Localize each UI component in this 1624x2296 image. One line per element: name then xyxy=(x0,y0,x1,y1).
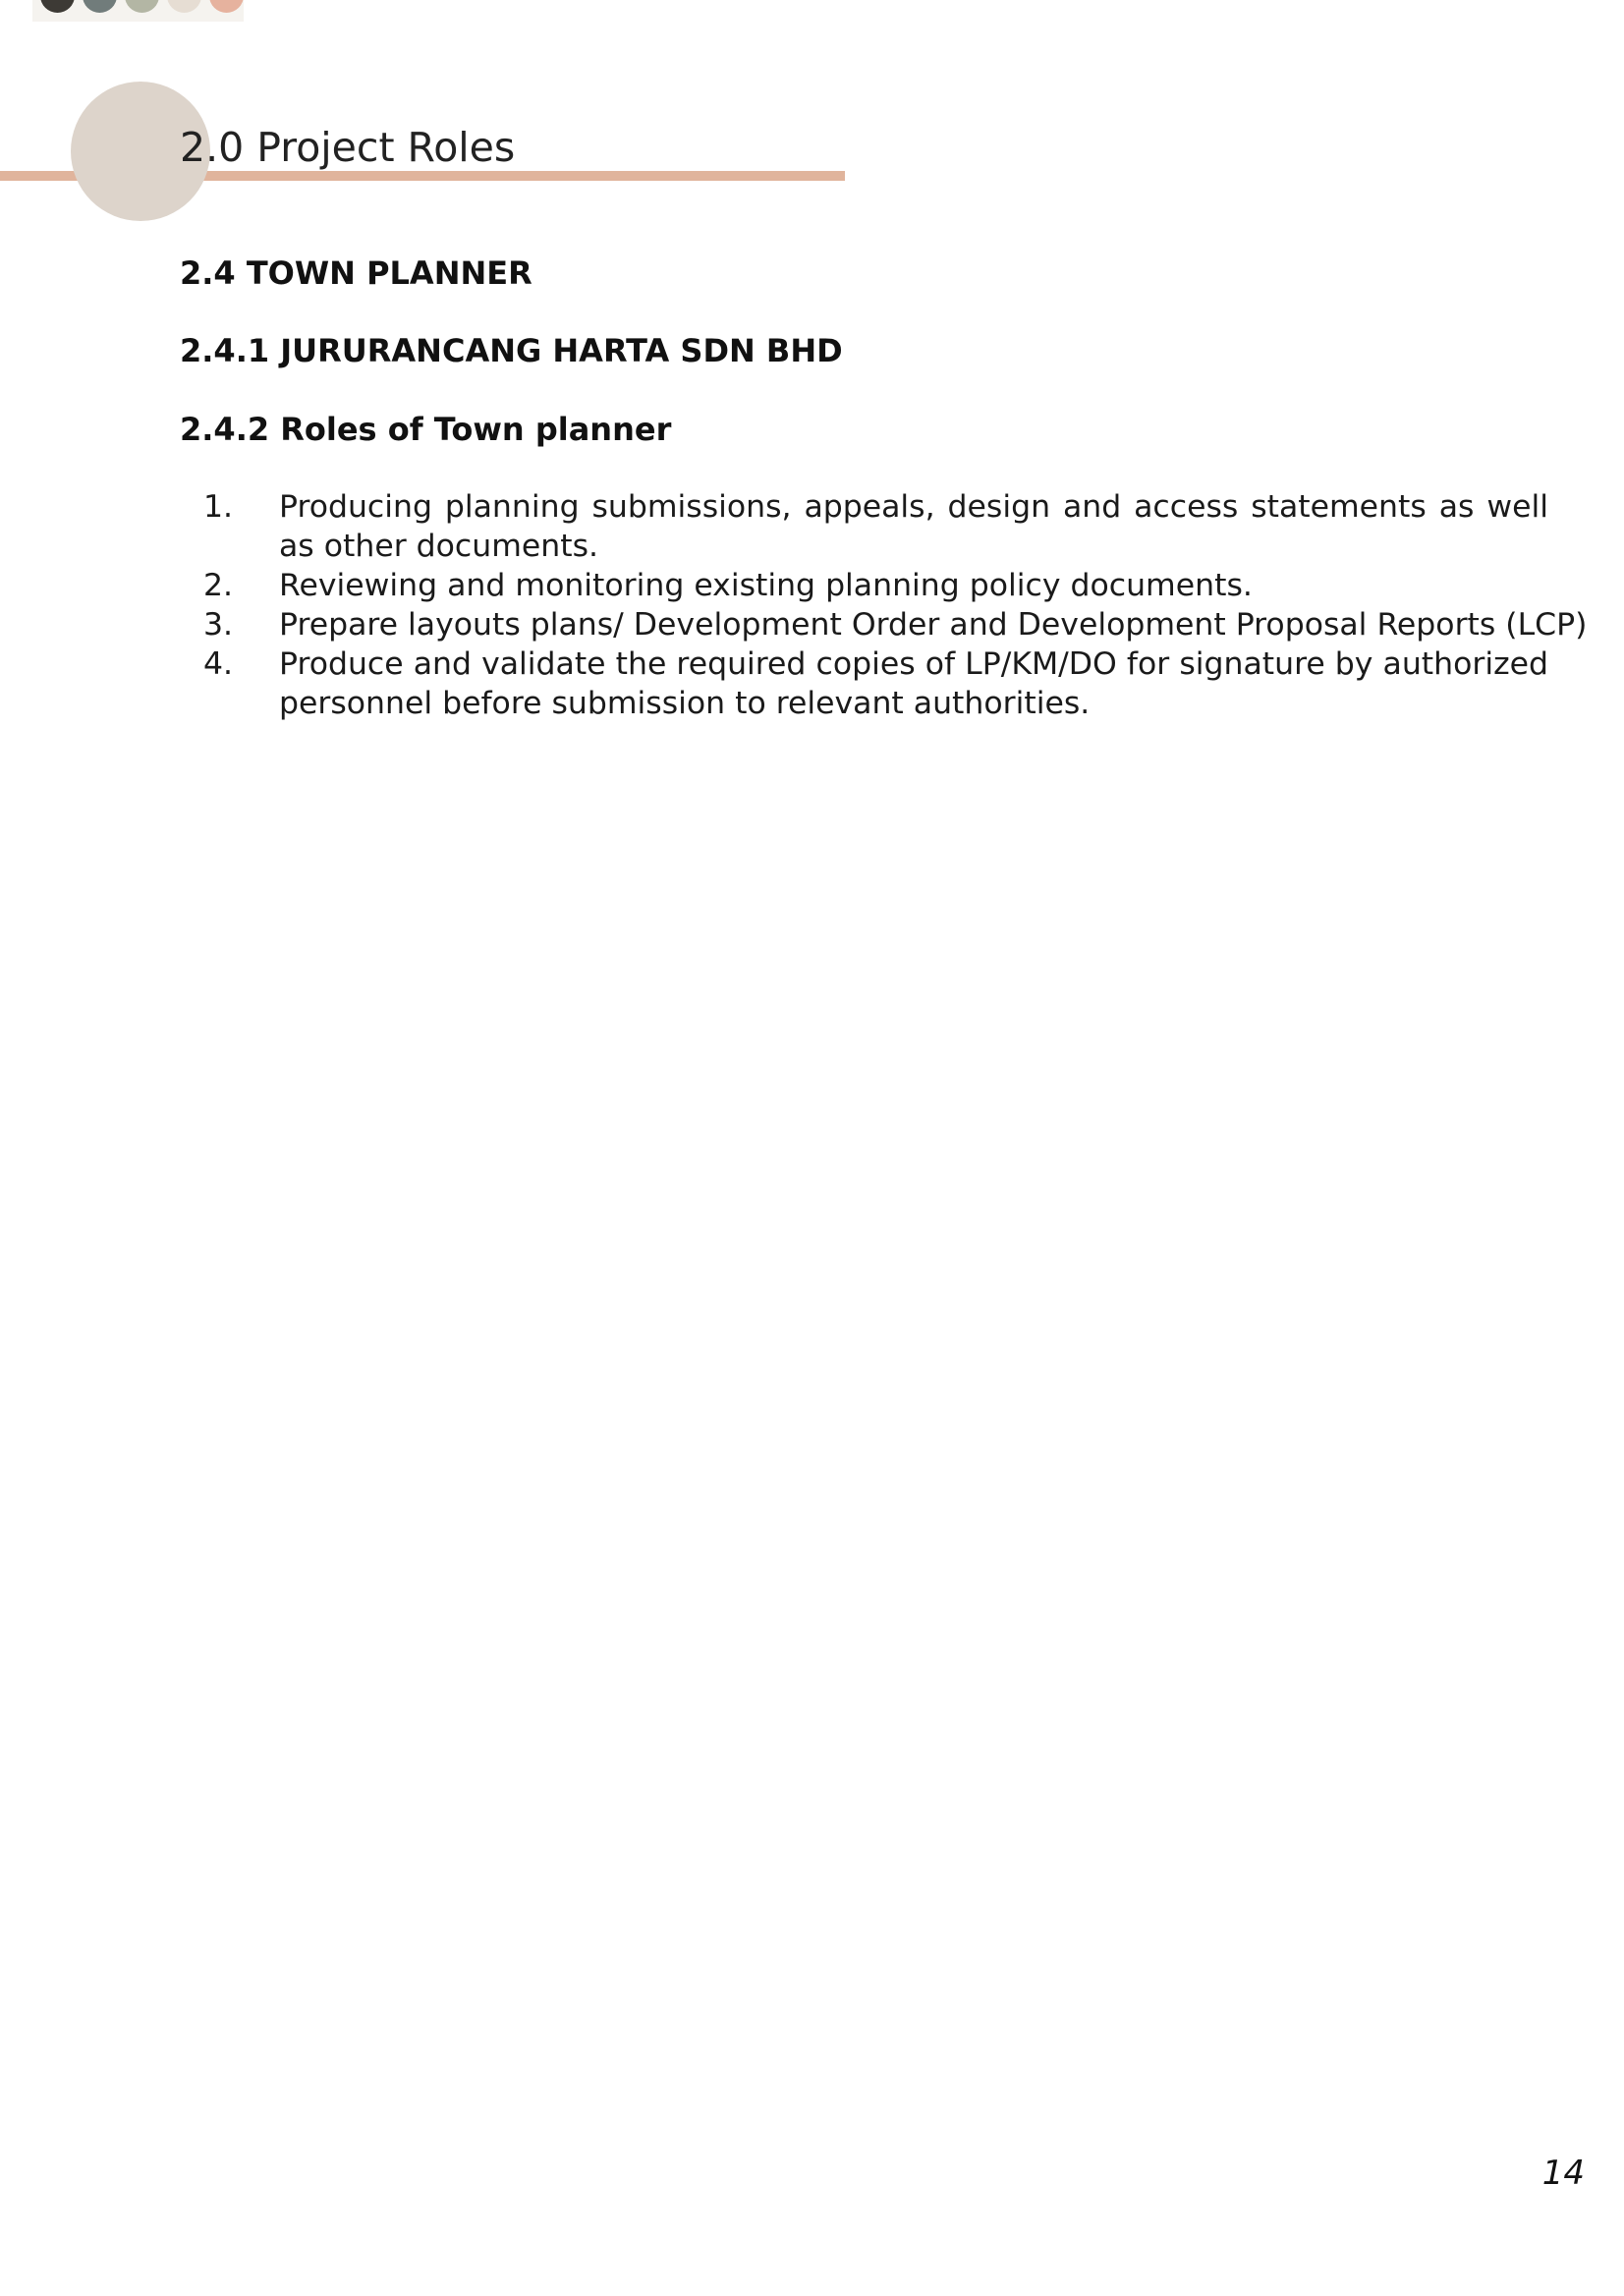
list-item-text: Producing planning submissions, appeals, design and access statements as well as other documents. xyxy=(279,489,1548,564)
list-item xyxy=(180,487,1548,566)
list-item xyxy=(180,644,1548,723)
list-item xyxy=(180,566,1548,605)
page-number: 14 xyxy=(1541,2154,1585,2193)
section-heading-company: 2.4.1 JURURANCANG HARTA SDN BHD xyxy=(180,332,843,369)
list-item-number: 4. xyxy=(203,646,234,682)
roles-list xyxy=(180,487,1588,723)
list-item-number: 1. xyxy=(203,489,234,525)
section-heading-roles: 2.4.2 Roles of Town planner xyxy=(180,411,672,448)
list-item-number: 2. xyxy=(203,568,234,603)
page-title: 2.0 Project Roles xyxy=(180,124,516,171)
list-item xyxy=(180,605,1588,644)
list-item-text: Prepare layouts plans/ Development Order and Development Proposal Reports (LCP) xyxy=(279,607,1588,643)
list-item-text: Reviewing and monitoring existing planning policy documents. xyxy=(279,568,1253,603)
section-heading-town-planner: 2.4 TOWN PLANNER xyxy=(180,254,532,292)
list-item-number: 3. xyxy=(203,607,234,643)
list-item-text: Produce and validate the required copies of LP/KM/DO for signature by authorized personnel before submission to relevant authorities. xyxy=(279,646,1548,721)
